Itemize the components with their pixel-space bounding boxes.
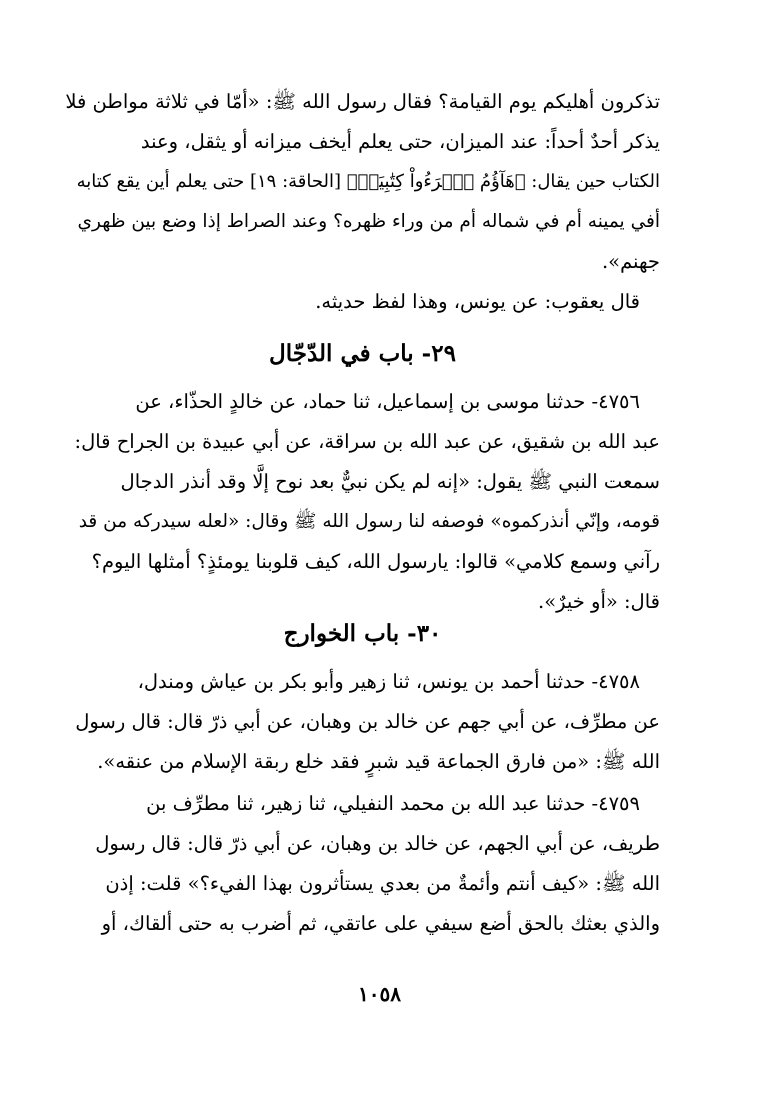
- text-line: طريف، عن أبي الجهم، عن خالد بن وهبان، عن أبي ذرّ قال: قال رسول: [95, 832, 660, 855]
- paragraph-narrator-note: [65, 282, 660, 322]
- text-line: يذكر أحدٌ أحداً: عند الميزان، حتى يعلم أيخف ميزانه أو يثقل، وعند: [140, 130, 660, 153]
- text-line: رآني وسمع كلامي» قالوا: يارسول الله، كيف قلوبنا يومئذٍ؟ أمثلها اليوم؟: [91, 550, 660, 573]
- chapter-heading-khawarij: ٣٠- باب الخوارج: [283, 620, 442, 647]
- paragraph-hadith-4758: [65, 662, 660, 782]
- text-line: سمعت النبي ﷺ يقول: «إنه لم يكن نبيٌّ بعد نوح إلَّا وقد أنذر الدجال: [120, 470, 660, 493]
- text-line: أفي يمينه أم في شماله أم من وراء ظهره؟ وعند الصراط إذا وضع بين ظهري: [77, 211, 660, 232]
- paragraph-hadith-continuation: [65, 82, 660, 282]
- text-line: جهنم».: [601, 250, 660, 273]
- text-line: الله ﷺ: «كيف أنتم وأئمةٌ من بعدي يستأثرون بهذا الفيء؟» قلت: إذن: [105, 872, 660, 895]
- text-line: تذكرون أهليكم يوم القيامة؟ فقال رسول الله ﷺ: «أمّا في ثلاثة مواطن فلا: [65, 90, 660, 113]
- text-line: والذي بعثك بالحق أضع سيفي على عاتقي، ثم أضرب به حتى ألقاك، أو: [101, 912, 660, 935]
- paragraph-hadith-4756: [65, 382, 660, 622]
- text-line: الكتاب حين يقال: ﴿هَآؤُمُ ٱقۡرَءُواْ كِتَٰبِيَهۡ﴾ [الحاقة: ١٩] حتى يعلم أين يقع كتابه: [76, 171, 660, 192]
- text-line: الله ﷺ: «من فارق الجماعة قيد شبرٍ فقد خلع ربقة الإسلام من عنقه».: [97, 750, 660, 773]
- text-line: عبد الله بن شقيق، عن عبد الله بن سراقة، عن أبي عبيدة بن الجراح قال:: [74, 430, 660, 453]
- text-line: قال يعقوب: عن يونس، وهذا لفظ حديثه.: [315, 290, 640, 313]
- text-line: ٤٧٥٩- حدثنا عبد الله بن محمد النفيلي، ثنا زهير، ثنا مطرِّف بن: [146, 792, 640, 815]
- text-line: ٤٧٥٦- حدثنا موسى بن إسماعيل، ثنا حماد، عن خالدٍ الحذّاء، عن: [135, 390, 640, 413]
- page-number: ١٠٥٨: [358, 982, 401, 1006]
- paragraph-hadith-4759: [65, 784, 660, 944]
- text-line: ٤٧٥٨- حدثنا أحمد بن يونس، ثنا زهير وأبو بكر بن عياش ومندل،: [137, 670, 640, 693]
- text-line: قال: «أو خيرٌ».: [538, 590, 660, 613]
- text-line: قومه، وإنّي أنذركموه» فوصفه لنا رسول الله ﷺ وقال: «لعله سيدركه من قد: [78, 511, 660, 532]
- text-line: عن مطرِّف، عن أبي جهم عن خالد بن وهبان، عن أبي ذرّ قال: قال رسول: [75, 710, 660, 733]
- chapter-heading-dajjal: ٢٩- باب في الدّجّال: [269, 340, 456, 367]
